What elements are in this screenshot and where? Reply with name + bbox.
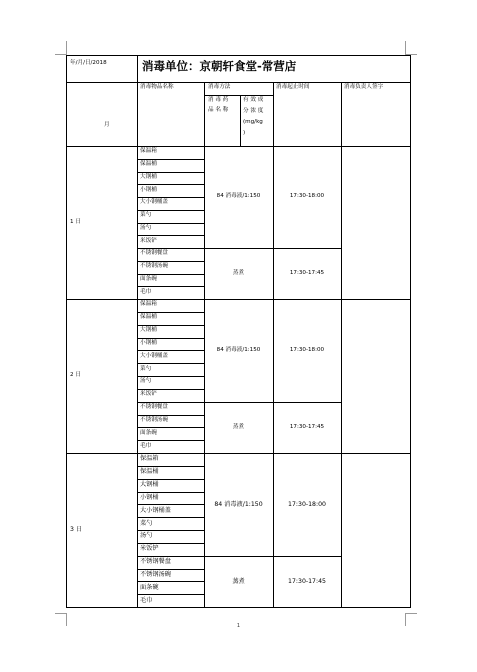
item-name: 保温桶 xyxy=(140,314,157,320)
item-name: 米饭铲 xyxy=(140,545,159,552)
item-name: 保温箱 xyxy=(140,301,157,307)
column-header-responsible: 消毒负责人签字 xyxy=(344,84,384,90)
disinfection-method: 蒸煮 xyxy=(232,270,245,276)
item-name: 小钢桶 xyxy=(140,340,157,346)
rule-line xyxy=(137,248,205,249)
rule-line xyxy=(137,543,205,544)
item-name: 毛巾 xyxy=(140,289,152,295)
item-name: 保温箱 xyxy=(140,455,159,462)
rule-line xyxy=(137,223,205,224)
rule-line xyxy=(137,286,205,287)
column-header-concentration: (mg/kg xyxy=(243,119,263,125)
rule-line xyxy=(204,402,342,403)
item-name: 大钢桶 xyxy=(140,174,157,180)
item-name: 米饭铲 xyxy=(140,391,157,397)
rule-line xyxy=(137,235,205,236)
rule-line xyxy=(137,363,205,364)
rule-line xyxy=(137,556,205,557)
rule-line xyxy=(137,350,205,351)
item-name: 面条碗 xyxy=(140,584,159,591)
rule-line xyxy=(137,159,205,160)
column-header-agent-name: 品 名 称 xyxy=(208,107,229,113)
rule-line xyxy=(66,55,411,56)
rule-line xyxy=(137,389,205,390)
rule-line xyxy=(204,556,342,557)
rule-line xyxy=(137,55,138,608)
rule-line xyxy=(137,197,205,198)
day-label: 1 日 xyxy=(70,219,81,225)
column-header-concentration: 分 浓 度 xyxy=(243,108,264,114)
item-name: 面条碗 xyxy=(140,430,157,436)
item-name: 不锈钢汤碗 xyxy=(140,417,168,423)
day-label: 3 日 xyxy=(70,526,83,533)
disinfection-time: 17:30-17:45 xyxy=(288,578,326,585)
column-header-concentration: 有 效 成 xyxy=(243,97,264,103)
item-name: 不锈钢汤碗 xyxy=(140,263,168,269)
item-name: 大小钢桶盖 xyxy=(140,507,171,514)
item-name: 米饭铲 xyxy=(140,238,157,244)
crop-mark xyxy=(405,613,417,614)
crop-mark xyxy=(55,613,67,614)
rule-line xyxy=(204,248,342,249)
rule-line xyxy=(137,274,205,275)
disinfection-time: 17:30-18:00 xyxy=(289,193,325,199)
rule-line xyxy=(137,504,205,505)
column-header-month: 月 xyxy=(104,122,110,128)
item-name: 不锈钢汤碗 xyxy=(140,571,171,578)
rule-line xyxy=(240,95,241,147)
item-name: 面条碗 xyxy=(140,276,157,282)
rule-line xyxy=(137,261,205,262)
rule-line xyxy=(137,581,205,582)
rule-line xyxy=(137,492,205,493)
item-name: 大钢桶 xyxy=(140,327,157,333)
column-header-method: 消毒方法 xyxy=(208,84,231,90)
rule-line xyxy=(137,594,205,595)
rule-line xyxy=(66,82,411,83)
crop-mark xyxy=(66,41,67,54)
item-name: 菜勺 xyxy=(140,520,153,527)
rule-line xyxy=(137,325,205,326)
item-name: 汤勺 xyxy=(140,532,153,539)
item-name: 菜勺 xyxy=(140,212,152,218)
disinfection-time: 17:30-18:00 xyxy=(289,347,325,353)
item-name: 不锈钢餐盘 xyxy=(140,404,168,410)
item-name: 大钢桶 xyxy=(140,481,159,488)
item-name: 汤勺 xyxy=(140,378,152,384)
disinfection-time: 17:30-17:45 xyxy=(289,270,325,276)
disinfection-time: 17:30-18:00 xyxy=(288,501,326,508)
item-name: 不锈钢餐盘 xyxy=(140,558,171,565)
disinfection-method: 84 消毒液/1:150 xyxy=(216,193,261,199)
page-title: 消毒单位：京朝轩食堂-常营店 xyxy=(142,59,297,73)
item-name: 汤勺 xyxy=(140,225,152,231)
page-number: 1 xyxy=(236,623,241,629)
rule-line xyxy=(137,172,205,173)
day-label: 2 日 xyxy=(70,372,81,378)
column-header-time: 消毒起止时间 xyxy=(276,84,310,90)
rule-line xyxy=(273,82,274,608)
disinfection-method: 84 消毒液/1:150 xyxy=(214,501,263,508)
rule-line xyxy=(137,427,205,428)
rule-line xyxy=(137,376,205,377)
item-name: 大小钢桶盖 xyxy=(140,199,168,205)
item-name: 小钢桶 xyxy=(140,187,157,193)
rule-line xyxy=(137,479,205,480)
disinfection-time: 17:30-17:45 xyxy=(289,424,325,430)
crop-mark xyxy=(405,41,406,54)
column-header-concentration: ) xyxy=(243,130,246,136)
item-name: 毛巾 xyxy=(140,443,152,449)
column-header-item-name: 消毒物品名称 xyxy=(140,84,174,90)
rule-line xyxy=(137,402,205,403)
item-name: 大小钢桶盖 xyxy=(140,353,168,359)
item-name: 毛巾 xyxy=(140,597,153,604)
rule-line xyxy=(410,55,411,608)
rule-line xyxy=(137,440,205,441)
rule-line xyxy=(66,146,411,147)
rule-line xyxy=(137,415,205,416)
rule-line xyxy=(66,453,411,454)
rule-line xyxy=(66,607,411,608)
item-name: 小钢桶 xyxy=(140,494,159,501)
date-label: 年/月/日/2018 xyxy=(70,60,107,66)
item-name: 菜勺 xyxy=(140,366,152,372)
disinfection-method: 蒸煮 xyxy=(232,578,245,585)
rule-line xyxy=(341,82,342,608)
rule-line xyxy=(137,466,205,467)
rule-line xyxy=(137,312,205,313)
disinfection-method: 蒸煮 xyxy=(232,424,245,430)
rule-line xyxy=(137,517,205,518)
rule-line xyxy=(137,569,205,570)
disinfection-method: 84 消毒液/1:150 xyxy=(216,347,261,353)
column-header-agent-name: 消 毒 药 xyxy=(208,97,229,103)
rule-line xyxy=(137,210,205,211)
item-name: 保温桶 xyxy=(140,161,157,167)
item-name: 保温桶 xyxy=(140,468,159,475)
rule-line xyxy=(66,55,67,608)
rule-line xyxy=(137,530,205,531)
rule-line xyxy=(137,338,205,339)
item-name: 保温箱 xyxy=(140,148,157,154)
item-name: 不锈钢餐盘 xyxy=(140,250,168,256)
rule-line xyxy=(137,184,205,185)
rule-line xyxy=(66,299,411,300)
rule-line xyxy=(204,95,274,96)
